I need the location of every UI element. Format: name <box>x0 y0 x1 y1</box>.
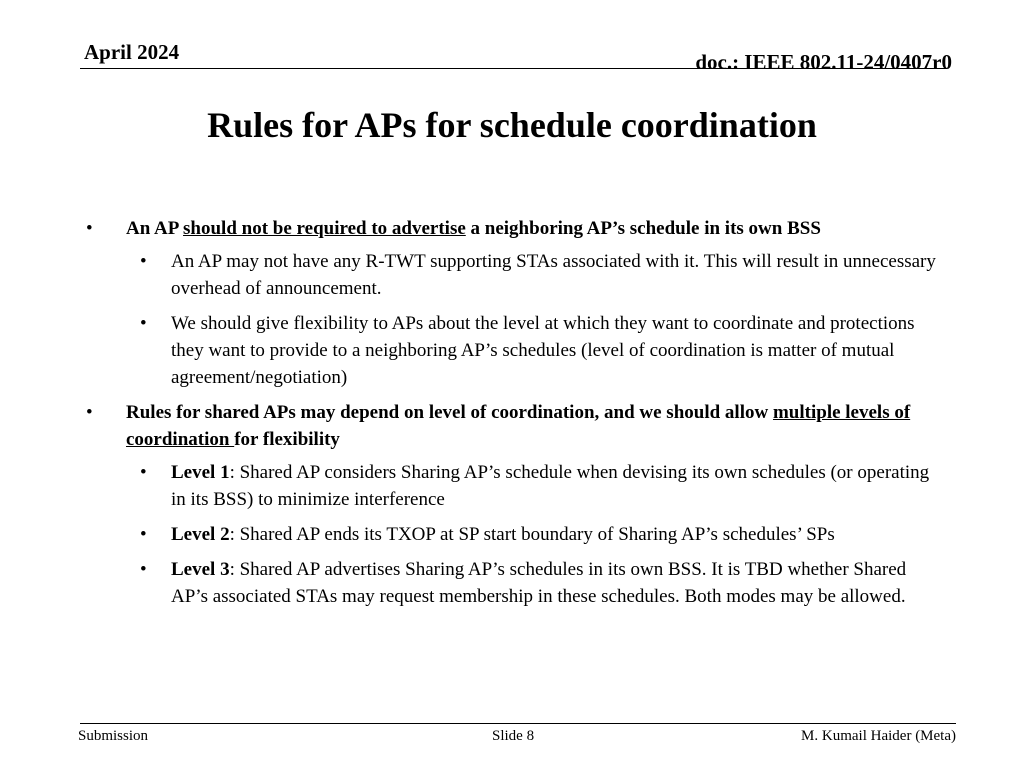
bullet-1-sub-1 <box>86 248 946 302</box>
bullet-2 <box>86 399 946 453</box>
level-1-text: : Shared AP considers Sharing AP’s schedule when devising its own schedules (or operating in its BSS) to minimize interference <box>171 462 930 510</box>
bullet-dot-icon: • <box>140 524 147 545</box>
slide-title: Rules for APs for schedule coordination <box>207 105 817 145</box>
level-2-text: : Shared AP ends its TXOP at SP start boundary of Sharing AP’s schedules’ SPs <box>229 524 835 545</box>
bullet-1-underlined: should not be required to advertise <box>183 218 466 239</box>
bullet-dot-icon: • <box>140 462 147 483</box>
footer-slide-number: Slide 8 <box>492 728 535 744</box>
bullet-1-pre: An AP <box>126 218 184 239</box>
bullet-1 <box>86 215 946 242</box>
bullet-1-sub-1-text: An AP may not have any R-TWT supporting STAs associated with it. This will result in unnecessary overhead of announcement. <box>171 251 936 299</box>
bullet-2-post: for flexibility <box>234 429 340 450</box>
bullet-dot-icon: • <box>140 559 147 580</box>
footer-divider <box>80 723 956 724</box>
bullet-1-sub-2 <box>86 310 946 391</box>
level-3-text: : Shared AP advertises Sharing AP’s schedules in its own BSS. It is TBD whether Shared AP’s associated STAs may request membership in these schedules. Both modes may be allowed. <box>171 559 907 607</box>
bullet-2-underlined: multiple levels of coordination <box>126 402 911 450</box>
footer-author: M. Kumail Haider (Meta) <box>801 728 956 744</box>
level-3-item <box>86 556 946 610</box>
footer-submission: Submission <box>78 728 149 744</box>
bullet-dot-icon: • <box>140 313 147 334</box>
bullet-1-post: a neighboring AP’s schedule in its own BSS <box>465 218 821 239</box>
slide-body <box>86 215 946 618</box>
header-date: April 2024 <box>84 40 180 64</box>
bullet-2-pre: Rules for shared APs may depend on level of coordination, and we should allow <box>126 402 773 423</box>
level-2-item <box>86 521 946 548</box>
bullet-dot-icon: • <box>140 251 147 272</box>
bullet-dot-icon: • <box>86 402 93 423</box>
level-1-label: Level 1 <box>171 462 230 483</box>
header-divider <box>80 68 946 69</box>
bullet-1-sub-2-text: We should give flexibility to APs about the level at which they want to coordinate and protections they want to provide to a neighboring AP’s schedules (level of coordination is matter of mutual agreement/negotiation) <box>171 313 915 388</box>
header-doc-id: doc.: IEEE 802.11-24/0407r0 <box>695 50 952 74</box>
level-3-label: Level 3 <box>171 559 230 580</box>
bullet-dot-icon: • <box>86 218 93 239</box>
level-2-label: Level 2 <box>171 524 230 545</box>
level-1-item <box>86 459 946 513</box>
